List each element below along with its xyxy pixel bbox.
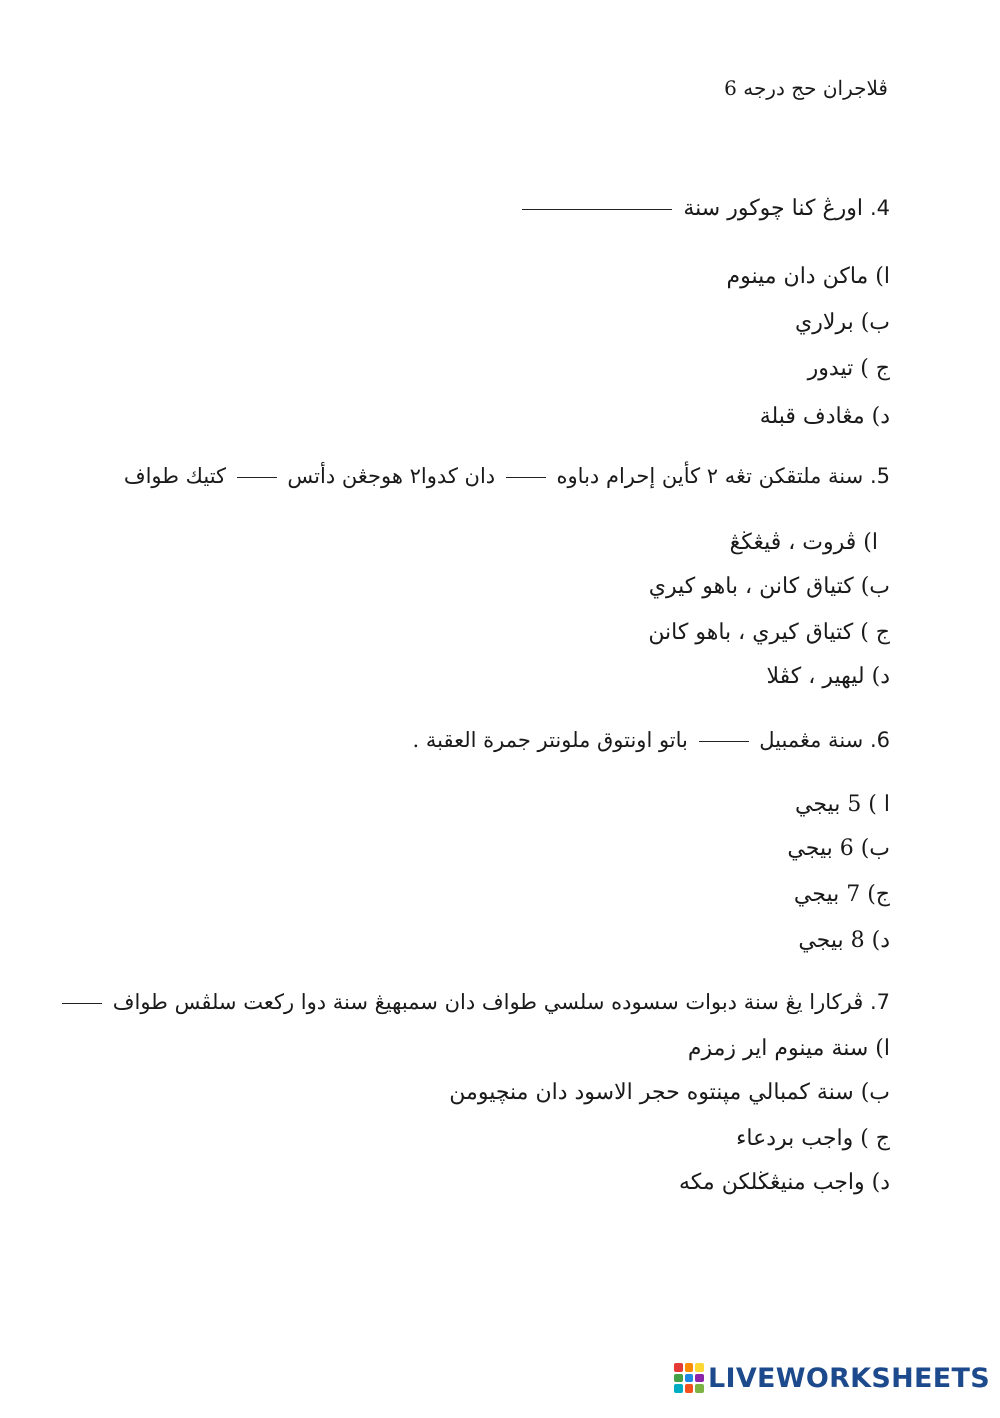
question-text: كتيك طواف <box>123 464 227 488</box>
question-4-stem <box>518 196 890 222</box>
option-c[interactable]: ج ) تيدور <box>807 356 890 381</box>
logo-tile <box>695 1363 704 1372</box>
question-5-stem <box>124 464 890 489</box>
question-number: 5. <box>869 464 890 488</box>
option-c[interactable]: ج ) واجب بردعاء <box>736 1126 890 1151</box>
answer-blank[interactable] <box>237 477 277 478</box>
option-a[interactable]: ا) ڤروت ، ڤيڠڬڠ <box>729 530 878 555</box>
liveworksheets-logo-icon <box>674 1363 704 1393</box>
option-d[interactable]: د) 8 بيجي <box>798 928 890 953</box>
logo-tile <box>674 1374 683 1383</box>
question-number: 4. <box>869 196 890 220</box>
question-text: اورڠ كنا چوكور سنة <box>683 196 863 221</box>
logo-tile <box>674 1384 683 1393</box>
question-text: باتو اونتوق ملونتر جمرة العقبة . <box>412 728 688 752</box>
question-text: ڤركارا يڠ سنة دبوات سسوده سلسي طواف دان سمبهيڠ سنة دوا ركعت سلڤس طواف <box>112 990 864 1014</box>
answer-blank[interactable] <box>62 1003 102 1004</box>
question-number: 6. <box>869 728 890 752</box>
worksheet-title: ڤلاجران حج درجه 6 <box>724 76 888 100</box>
option-b[interactable]: ب) برلاري <box>795 310 890 335</box>
question-7-stem <box>58 990 890 1015</box>
option-d[interactable]: د) واجب منيڠڬلكن مكه <box>678 1170 890 1195</box>
answer-blank[interactable] <box>522 209 672 210</box>
option-d[interactable]: د) ليهير ، كڤلا <box>766 664 890 689</box>
logo-tile <box>695 1374 704 1383</box>
liveworksheets-footer <box>674 1358 990 1398</box>
logo-tile <box>685 1363 694 1372</box>
answer-blank[interactable] <box>699 741 749 742</box>
option-a[interactable]: ا ) 5 بيجي <box>795 792 890 817</box>
question-number: 7. <box>869 990 890 1014</box>
option-d[interactable]: د) مڠادف قبلة <box>759 404 890 429</box>
logo-tile <box>685 1384 694 1393</box>
option-c[interactable]: ج) 7 بيجي <box>793 882 890 907</box>
logo-tile <box>685 1374 694 1383</box>
option-a[interactable]: ا) سنة مينوم اير زمزم <box>687 1036 890 1061</box>
answer-blank[interactable] <box>506 477 546 478</box>
logo-tile <box>674 1363 683 1372</box>
question-6-stem <box>413 728 891 753</box>
brand-name: LIVEWORKSHEETS <box>707 1362 990 1394</box>
option-c[interactable]: ج ) كتياق كيري ، باهو كانن <box>648 620 890 645</box>
question-text: دان كدوا٢ هوجڠن دأتس <box>287 464 496 488</box>
logo-tile <box>695 1384 704 1393</box>
option-a[interactable]: ا) ماكن دان مينوم <box>726 264 890 289</box>
option-b[interactable]: ب) كتياق كانن ، باهو كيري <box>648 574 890 599</box>
option-b[interactable]: ب) 6 بيجي <box>787 836 890 861</box>
option-b[interactable]: ب) سنة كمبالي مپنتوه حجر الاسود دان منچيومن <box>449 1080 890 1105</box>
question-text: سنة ملتقكن تڠه ٢ كأين إحرام دباوه <box>556 464 864 488</box>
question-text: سنة مڠمبيل <box>759 728 864 752</box>
